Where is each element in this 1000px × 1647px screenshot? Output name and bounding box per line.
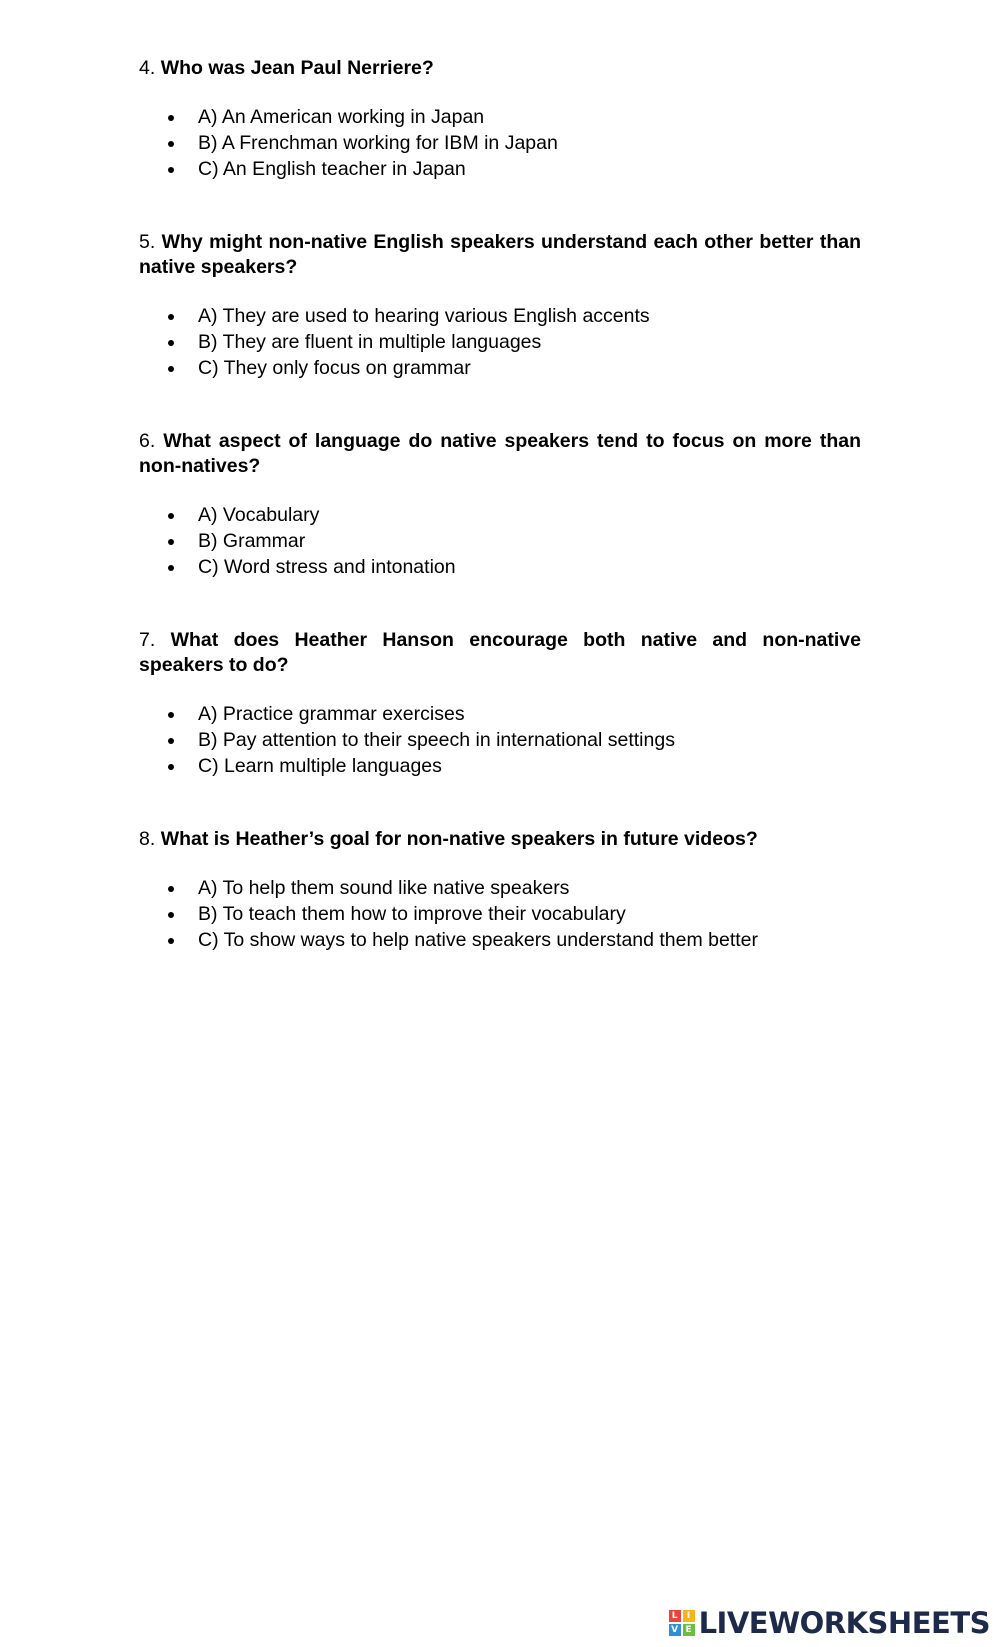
bullet-icon <box>168 912 174 918</box>
bullet-icon <box>168 764 174 770</box>
bullet-icon <box>168 886 174 892</box>
question-number: 8. <box>139 828 156 850</box>
question-text <box>139 628 861 678</box>
answer-option[interactable] <box>139 901 861 927</box>
answer-options <box>139 303 861 381</box>
answer-options <box>139 875 861 953</box>
question-number: 7. <box>139 629 156 651</box>
question-5 <box>139 230 861 381</box>
liveworksheets-logo[interactable] <box>669 1607 990 1639</box>
answer-option-label: C) Word stress and intonation <box>198 556 456 578</box>
logo-letter: E <box>683 1624 695 1636</box>
answer-option[interactable] <box>139 104 861 130</box>
question-6 <box>139 429 861 580</box>
answer-option-label: C) They only focus on grammar <box>198 357 471 379</box>
answer-option-label: A) They are used to hearing various English accents <box>198 305 650 327</box>
answer-option[interactable] <box>139 727 861 753</box>
answer-option[interactable] <box>139 875 861 901</box>
worksheet-page <box>139 56 861 1001</box>
bullet-icon <box>168 738 174 744</box>
answer-options <box>139 701 861 779</box>
logo-grid-icon <box>669 1610 695 1636</box>
bullet-icon <box>168 141 174 147</box>
question-text <box>139 827 861 852</box>
question-number: 4. <box>139 57 156 79</box>
bullet-icon <box>168 340 174 346</box>
question-7 <box>139 628 861 779</box>
bullet-icon <box>168 712 174 718</box>
question-prompt: What aspect of language do native speakers tend to focus on more than non-natives? <box>139 430 861 477</box>
bullet-icon <box>168 366 174 372</box>
answer-option-label: A) An American working in Japan <box>198 106 485 128</box>
answer-options <box>139 502 861 580</box>
answer-option-label: B) Grammar <box>198 530 306 552</box>
answer-option[interactable] <box>139 927 861 953</box>
bullet-icon <box>168 115 174 121</box>
answer-option[interactable] <box>139 303 861 329</box>
answer-option-label: A) Vocabulary <box>198 504 320 526</box>
question-number: 5. <box>139 231 156 253</box>
bullet-icon <box>168 938 174 944</box>
question-prompt: What is Heather’s goal for non-native speakers in future videos? <box>160 828 758 850</box>
answer-option-label: C) To show ways to help native speakers understand them better <box>198 929 759 951</box>
answer-option[interactable] <box>139 701 861 727</box>
question-prompt: What does Heather Hanson encourage both native and non-native speakers to do? <box>139 629 861 676</box>
answer-option-label: B) To teach them how to improve their vocabulary <box>198 903 626 925</box>
question-prompt: Who was Jean Paul Nerriere? <box>160 57 434 79</box>
question-8 <box>139 827 861 953</box>
answer-option[interactable] <box>139 502 861 528</box>
answer-option[interactable] <box>139 329 861 355</box>
answer-option-label: B) Pay attention to their speech in international settings <box>198 729 675 751</box>
logo-letter: L <box>669 1610 681 1622</box>
bullet-icon <box>168 539 174 545</box>
question-text <box>139 429 861 479</box>
answer-option-label: B) A Frenchman working for IBM in Japan <box>198 132 558 154</box>
question-4 <box>139 56 861 182</box>
answer-option[interactable] <box>139 753 861 779</box>
logo-letter: V <box>669 1624 681 1636</box>
question-number: 6. <box>139 430 156 452</box>
answer-option-label: B) They are fluent in multiple languages <box>198 331 542 353</box>
bullet-icon <box>168 167 174 173</box>
answer-option[interactable] <box>139 130 861 156</box>
bullet-icon <box>168 314 174 320</box>
bullet-icon <box>168 565 174 571</box>
answer-option[interactable] <box>139 156 861 182</box>
question-prompt: Why might non-native English speakers understand each other better than native speakers? <box>139 231 862 278</box>
answer-option[interactable] <box>139 355 861 381</box>
bullet-icon <box>168 513 174 519</box>
question-text <box>139 56 861 81</box>
answer-option-label: A) To help them sound like native speakers <box>198 877 570 899</box>
answer-option-label: C) Learn multiple languages <box>198 755 442 777</box>
question-text <box>139 230 861 280</box>
answer-option-label: C) An English teacher in Japan <box>198 158 466 180</box>
logo-letter: I <box>683 1610 695 1622</box>
answer-options <box>139 104 861 182</box>
answer-option[interactable] <box>139 554 861 580</box>
logo-text: LIVEWORKSHEETS <box>698 1606 990 1640</box>
answer-option[interactable] <box>139 528 861 554</box>
answer-option-label: A) Practice grammar exercises <box>198 703 465 725</box>
